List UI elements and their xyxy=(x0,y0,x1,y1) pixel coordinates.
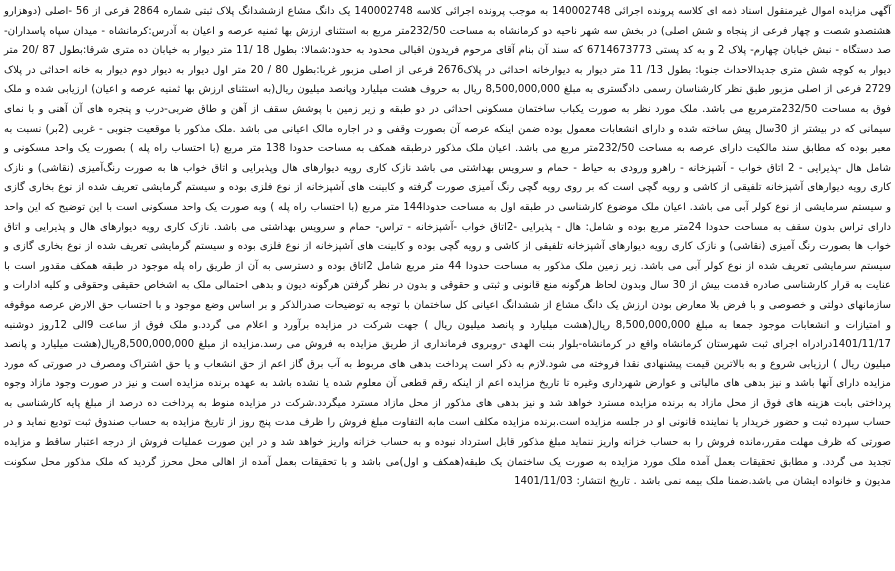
notice-text: آگهی مزایده اموال غیرمنقول اسناد ذمه ای کلاسه پرونده اجرائی 140002748 به موجب پرونده اجرائی کلاسه 140002748 یک دانگ مشاع ازششدانگ پلاک ثبتی شماره 2864 فرعی از 56 -اصلی (دوهزارو هشتصدو شصت و چهار فرعی از پنجاه و شش اصلی) در بخش سه شهر ناحیه دو کرمانشاه به مساحت 232/50متر مربع به استثنای ارزش بها ثمنیه عرصه و اعیان به آدرس:کرمانشاه - میدان سپاه پاسداران- صد دستگاه - نبش خیابان چهارم- پلاک 2 و به کد پستی 6714673773 که سند آن بنام آقای مرحوم فریدون اقبالی محدود به حدود:شمالا: بطول 18 /11 متر دیوار به خیابان ده متری شرقا:بطول 87 /20 متر دیوار به کوچه شش متری جدیدالاحداث جنوبا: بطول 13/ 11 متر دیوار به دیوارخانه احداثی در پلاک2676 فرعی از اصلی مزبور غربا:بطول 80 / 20 متر اول دیوار به دیوار دوم دیوار به خانه احداثی در پلاک 2729 فرعی از اصلی مزبور طبق نظر کارشناسان رسمی دادگستری به مبلغ 8,500,000,000 ریال به حروف هشت میلیارد وپانصد میلیون ریال(به استثنای ارزش بها ثمنیه عرصه و اعیان) ارزیابی شده و ملک فوق به مساحت 232/50مترمربع می باشد. ملک مورد نظر به صورت یکباب ساختمان مسکونی احداثی در دو طبقه و زیر زمین با پوشش سقف از آهن و طاق ضربی-درب و پنجره های آن آهنی و با نمای سیمانی که در بیشتر از 30سال پیش ساخته شده و دارای انشعابات معمول بوده ضمن اینکه عرصه آن بصورت وقفی و در اجاره مالک اعیانی می باشد .ملک مذکور با موقعیت جنوبی - غربی (2بر) نسبت به معبر بوده که مطابق سند مالکیت دارای عرصه به مساحت 232/50متر مربع می باشد. اعیان ملک مذکور درطبقه همکف به مساحت حدودا 138 متر مربع (با احتساب راه پله ) بصورت یک واحد مسکونی و شامل هال -پذیرایی - 2 اتاق خواب - آشپزخانه - راهرو ورودی به حیاط - حمام و سرویس بهداشتی می باشد نازک کاری رویه دیوارهای هال وپذیرایی و اتاق خواب ها به صورت رنگ‌آمیزی (نقاشی) و نازک کاری رویه دیوارهای آشپزخانه تلفیقی از کاشی و رویه گچی است که بر روی رویه گچی رنگ آمیزی صورت گرفته و کابینت های آشپزخانه از نوع فلزی بوده و سیستم گرمایشی تعریف شده از نوع بخاری گازی و سیستم سرمایشی از نوع کولر آبی می باشد. اعیان ملک موضوع کارشناسی در طبقه اول به مساحت حدودا144 متر مربع (با احتساب راه پله ) وبه صورت یک واحد مسکونی است با این توضیح که این واحد دارای تراس بدون سقف به مساحت حدودا 24متر مربع بوده و شامل: هال - پذیرایی -2اتاق خواب -آشپزخانه - تراس- حمام و سرویس بهداشتی می باشد. نازک کاری رویه دیوارهای هال و پذیرایی و اتاق خواب ها بصورت رنگ آمیزی (نقاشی) و نازک کاری رویه دیوارهای آشپزخانه تلفیقی از کاشی و رویه گچی بوده و کابینت های آشپزخانه از نوع فلزی بوده و سیستم گرمایشی تعریف شده از نوع بخاری گازی و سیستم سرمایشی تعریف شده از نوع کولر آبی می باشد. زیر زمین ملک مذکور به مساحت حدودا 44 متر مربع شامل 2اتاق بوده و دسترسی به آن از طریق راه پله موجود در طبقه همکف مقدور است با عنایت به قرار کارشناسی صادره قدمت بیش از 30 سال وبدون لحاظ هرگونه منع قانونی و ثبتی و حقوقی و بدون در نظر گرفتن هرگونه دیون و بدهی احتمالی ملک به اشخاص حقیقی وحقوقی و کلیه ادارات و سازمانهای دولتی و خصوصی و با فرض بلا معارض بودن ارزش یک دانگ مشاع از ششدانگ اعیانی کل ساختمان با توجه به توضیحات صدرالذکر و بر اساس وضع موجود و با احتساب حق الارض عرصه موقوفه و امتیازات و انشعابات موجود جمعا به مبلغ 8,500,000,000 ریال(هشت میلیارد و پانصد میلیون ریال ) جهت شرکت در مزایده برآورد و اعلام می گردد.و ملک فوق از ساعت 9الی 12روز دوشنبه 1401/11/17درادراه اجرای ثبت شهرستان کرمانشاه واقع در کرمانشاه-بلوار بنت الهدی -روبروی فرمانداری از طریق مزایده به فروش می رسد.مزایده از مبلغ 8,500,000,000ریال(هشت میلیارد و پانصد میلیون ریال ) ارزیابی شروع و به بالاترین قیمت پیشنهادی نقدا فروخته می شود.لازم به ذکر است پرداخت بدهی های مربوط به آب برق گاز اعم از حق انشعاب و یا حق اشتراک ومصرف در صورتی که مورد مزایده دارای آنها باشد و نیز بدهی های مالیاتی و عوارض شهرداری وغیره تا تاریخ مزایده اعم از اینکه رقم قطعی آن معلوم شده یا نشده باشد به عهده برنده مزایده است و نیز در صورت وجود مازاد وجوه پرداختی بابت هزینه های فوق از محل مازاد به برنده مزایده مسترد خواهد شد و نیز بدهی های مذکور از محل مازاد مسترد میگردد.شرکت در مزایده منوط به پرداخت ده درصد از مبلغ پایه کارشناسی به حساب سپرده ثبت و حضور خریدار یا نماینده قانونی او در جلسه مزایده است.برنده مزایده مکلف است مابه التفاوت مبلغ فروش را ظرف مدت پنج روز از تاریخ مزایده به حساب صندوق ثبت تودیع نماید و در صورتی که ظرف مهلت مقرر،مانده فروش را به حساب خزانه واریز ننماید مبلغ مذکور قابل استرداد نبوده و به حساب خزانه واریز خواهد شد و در این صورت عملیات فروش از درجه اعتبار ساقط و مزایده تجدید می گردد. و مطابق تحقیقات بعمل آمده ملک مورد مزایده به صورت یک ساختمان یک طبقه(همکف و اول)می باشد و با تحقیقات بعمل آمده از اهالی محل محرز گردید که ملک مذکور محل سکونت مدیون و خانواده ایشان می باشد.ضمنا ملک بیمه نمی باشد . تاریخ انتشار: 1401/11/03 xyxy=(4,6,892,488)
